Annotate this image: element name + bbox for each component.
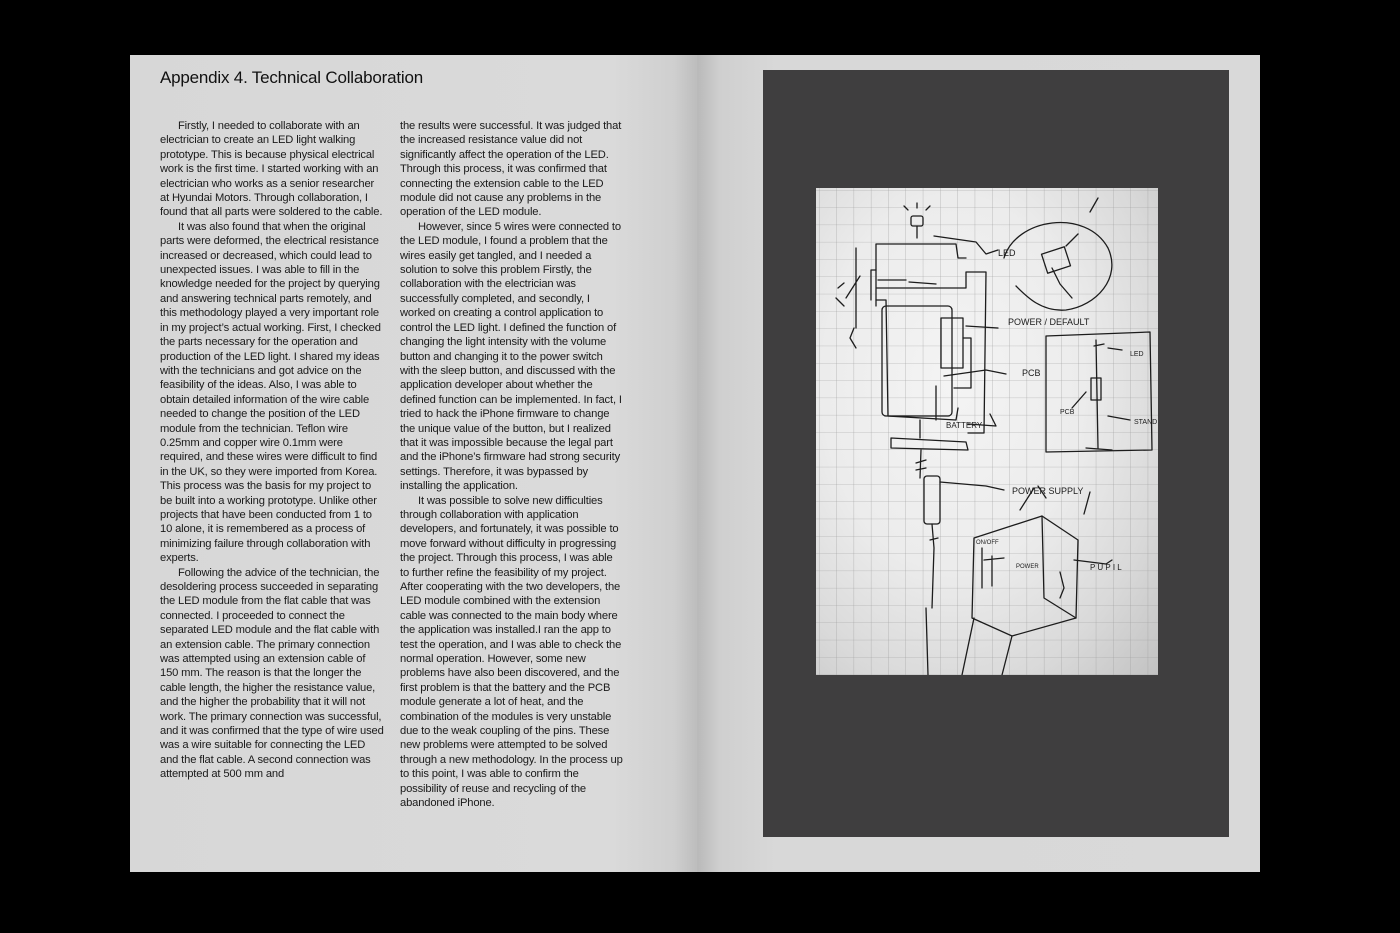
sketch-drawing [816,188,1158,675]
right-page [697,55,1260,872]
paragraph: Firstly, I needed to collaborate with an electrician to create an LED light walking prototype. This is because physical electrical work is the first time. I started working with an electrician who works as a senior researcher at Hyundai Motors. Through collaboration, I found that all parts were soldered to the cable. [160,120,383,219]
text-column-2 [400,119,624,811]
sketch-label-on-off: ON/OFF [976,540,999,546]
sketch-label-battery: BATTERY [946,421,983,430]
text-column-1 [160,119,384,782]
sketch-label-power: POWER [1016,564,1039,570]
sketch-label-power-supply: POWER SUPPLY [1012,486,1084,496]
paragraph: It was possible to solve new difficulties through collaboration with application developers, and fortunately, it was possible to move forward without difficulty in progressing the project. Through this process, I was able to further refine the feasibility of my project. After cooperating with the two developers, the LED module combined with the extension cable was connected to the main body where the application was installed.I ran the app to test the operation, and I was able to check the normal operation. However, some new problems have also been discovered, and the first problem is that the battery and the PCB module generate a lot of heat, and the combination of the modules is very unstable due to the weak coupling of the pins. These new problems were attempted to be solved through a new methodology. In the process up to this point, I was able to confirm the possibility of reuse and recycling of the abandoned iPhone. [400,494,623,810]
sketch-label-led-small: LED [1130,351,1144,358]
sketch-label-stand: STAND [1134,419,1158,426]
sketch-label-pupil: P U P I L [1090,563,1122,572]
graph-paper-grid [816,188,1158,675]
sketch-label-led: LED [998,248,1016,258]
sketch-photo [816,188,1158,675]
image-panel [763,70,1229,837]
sketch-label-power-default: POWER / DEFAULT [1008,317,1090,327]
sketch-label-pcb-small: PCB [1060,409,1075,416]
magazine-spread [130,55,1260,872]
paragraph: It was also found that when the original parts were deformed, the electrical resistance increased or decreased, which could lead to unexpected issues. I was able to fill in the knowledge needed for the project by querying and answering technical parts remotely, and this methodology played a very important role in my project’s actual working. First, I checked the parts necessary for the operation and production of the LED light. I shared my ideas with the technicians and got advice on the feasibility of the ideas. Also, I was able to obtain detailed information of the wire cable needed to change the position of the LED module from the technician. Teflon wire 0.25mm and copper wire 0.1mm were required, and these wires were difficult to find in the UK, so they were imported from Korea. This process was the basis for my project to be built into a working prototype. Unlike other projects that have been conducted from 1 to 10 alone, it is remembered as a process of minimizing failure through collaboration with experts. [160,220,381,565]
paragraph: Following the advice of the technician, the desoldering process succeeded in separating the LED module from the flat cable that was connected. I proceeded to connect the separated LED module and the flat cable with an extension cable. The primary connection was attempted using an extension cable of 150 mm. The reason is that the longer the cable length, the higher the resistance value, and the higher the probability that it will not work. The primary connection was successful, and it was confirmed that the type of wire used was a wire suitable for connecting the LED and the flat cable. A second connection was attempted at 500 mm and [160,566,384,781]
sketch-label-pcb: PCB [1022,368,1041,378]
paragraph: the results were successful. It was judged that the increased resistance value did not significantly affect the operation of the LED. Through this process, it was confirmed that connecting the extension cable to the LED module did not cause any problems in the operation of the LED module. [400,120,622,219]
page-title: Appendix 4. Technical Collaboration [160,68,423,87]
left-page [130,55,697,872]
paragraph: However, since 5 wires were connected to the LED module, I found a problem that the wires easily get tangled, and I needed a solution to solve this problem Firstly, the collaboration with the electrician was successfully completed, and secondly, I worked on creating a control application to control the LED light. I defined the function of changing the light intensity with the volume button and changing it to the power switch with the sleep button, and discussed with the application developer about whether the defined function can be implemented. In fact, I tried to hack the iPhone firmware to change the unique value of the button, but I realized that it was impossible because the legal part and the iPhone’s firmware had strong security settings. Therefore, it was bypassed by installing the application. [400,220,622,493]
